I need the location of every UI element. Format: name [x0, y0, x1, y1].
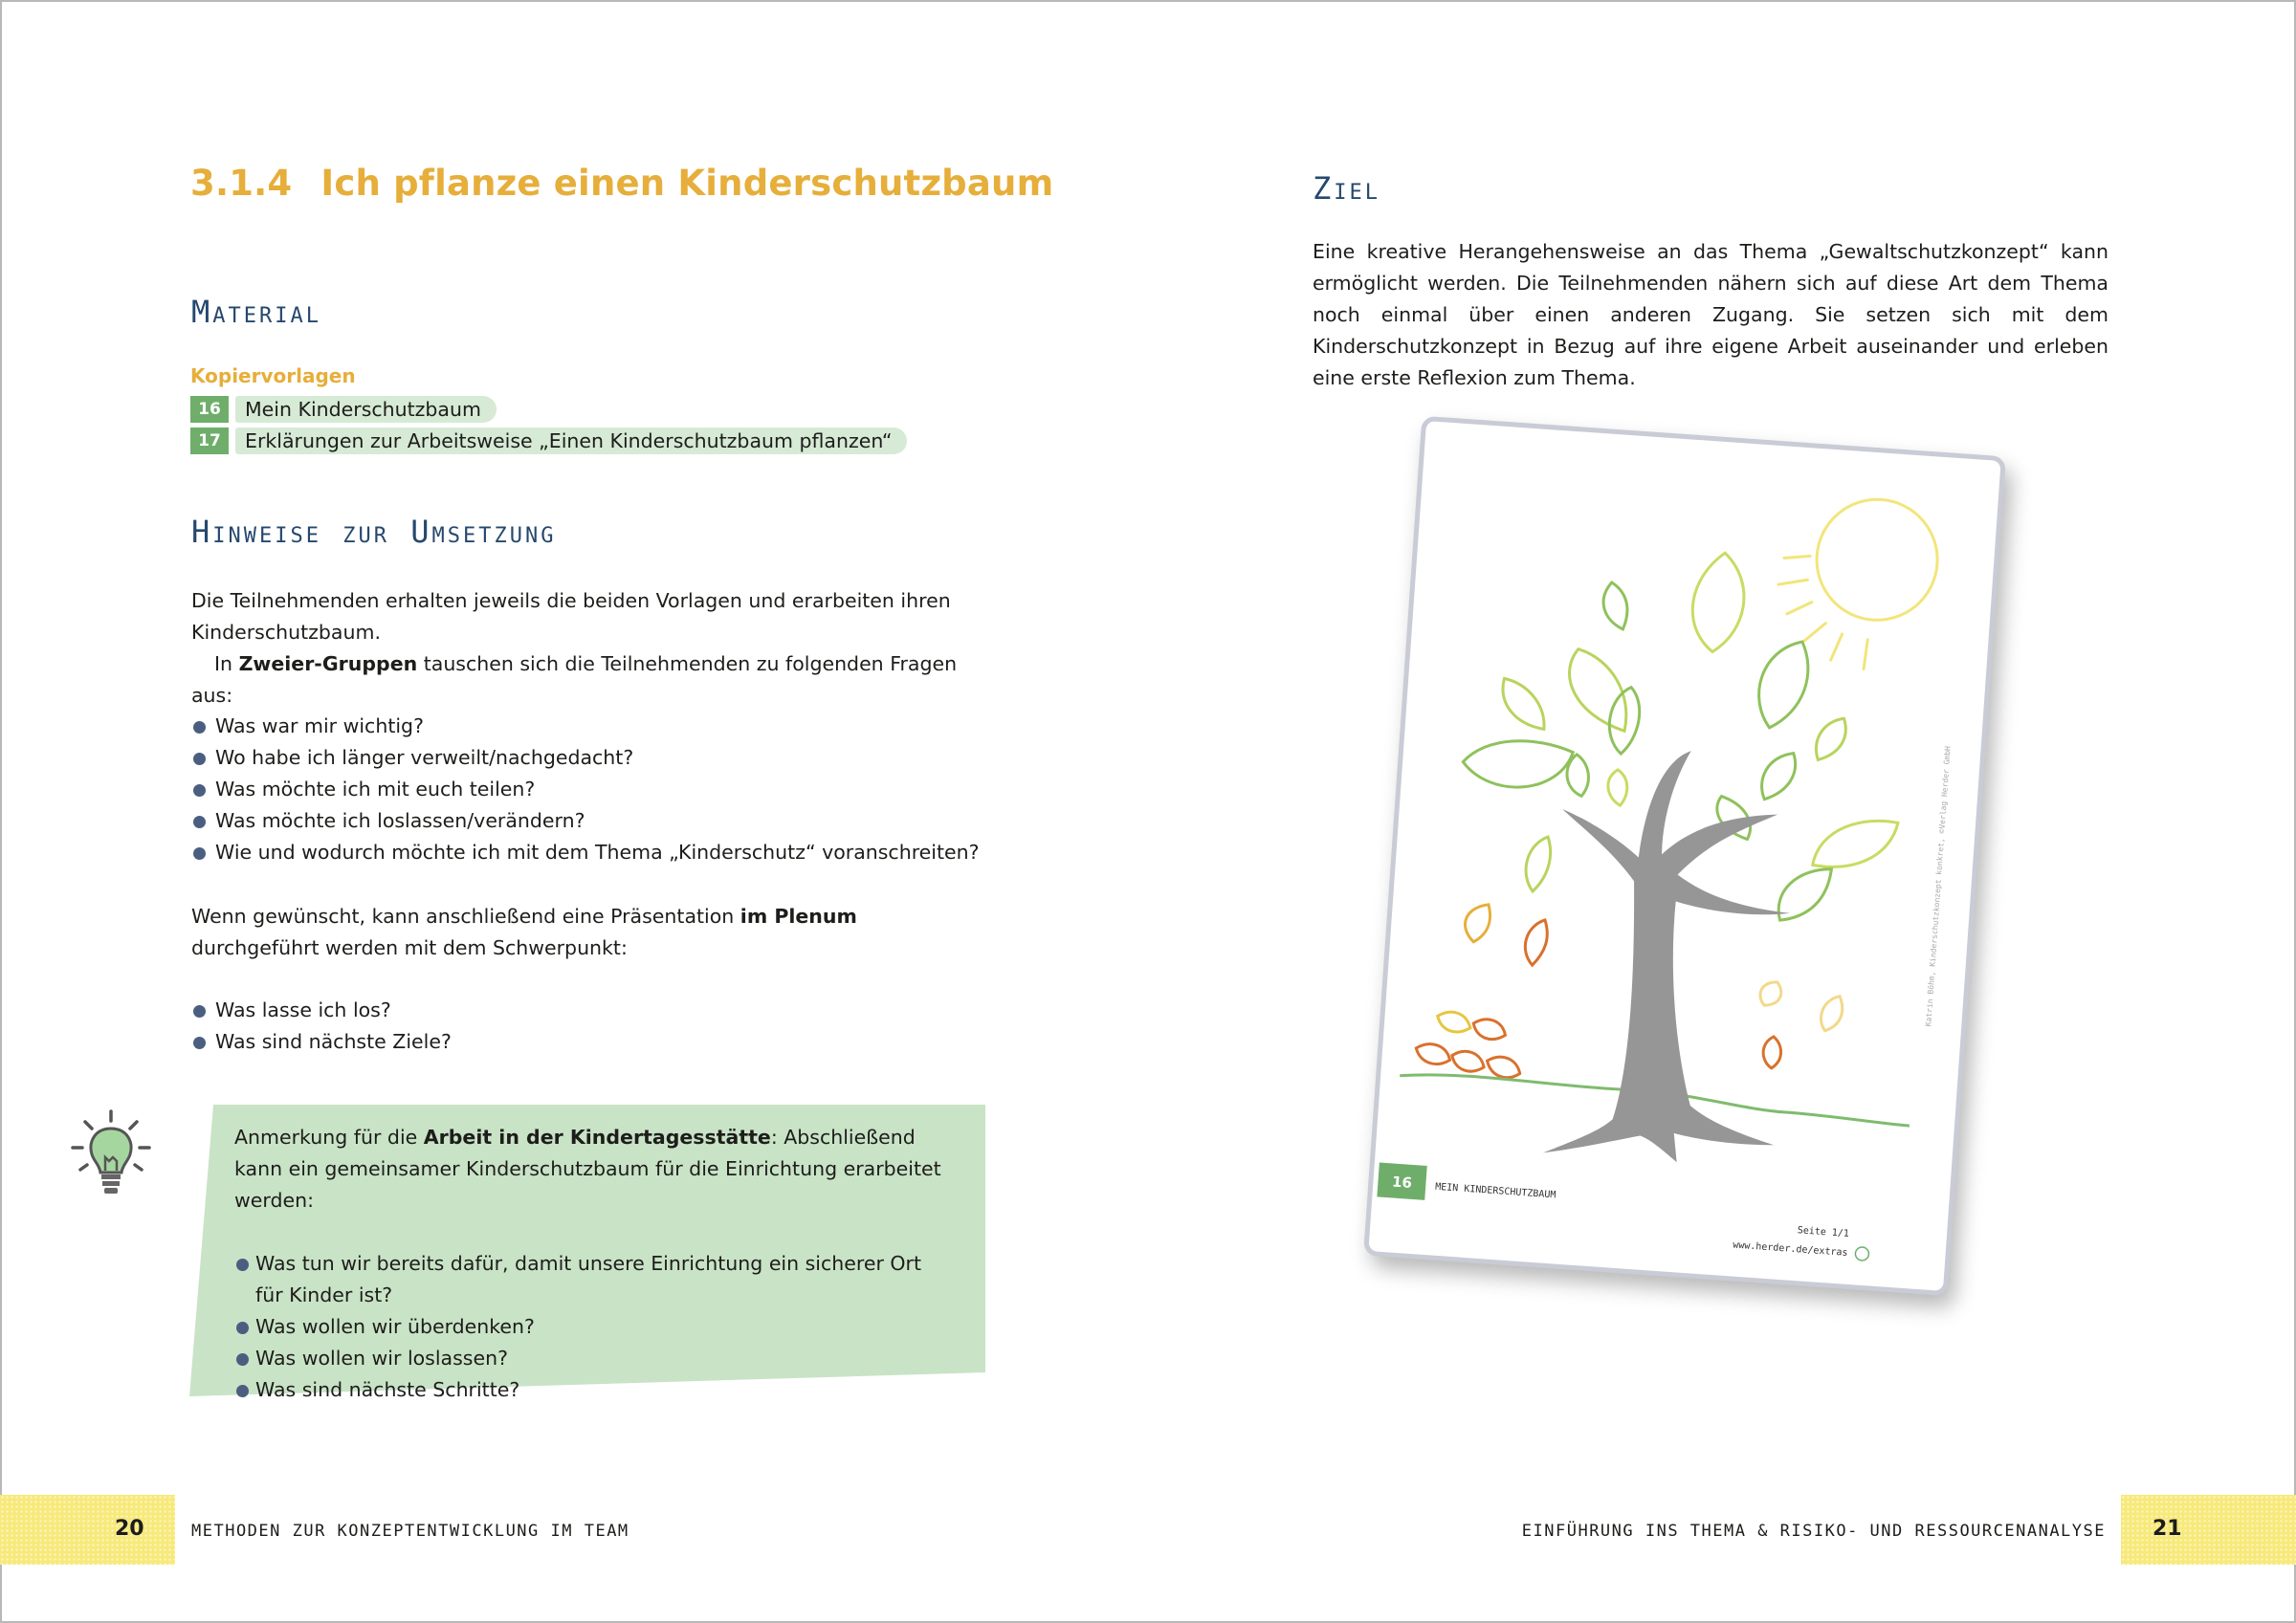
- footer-page-box-left: [0, 1495, 175, 1565]
- list-item: Was möchte ich mit euch teilen?: [191, 774, 987, 805]
- worksheet-number: 16: [1391, 1173, 1413, 1192]
- section-title-text: Ich pflanze einen Kinderschutzbaum: [320, 163, 1054, 204]
- list-item: Was sind nächste Schritte?: [234, 1374, 942, 1406]
- focus-list: [191, 995, 987, 1058]
- material-item: [190, 395, 497, 424]
- worksheet-title: MEIN KINDERSCHUTZBAUM: [1434, 1181, 1556, 1201]
- kopiervorlagen-label: Kopiervorlagen: [190, 364, 356, 387]
- footer-chapter-left: METHODEN ZUR KONZEPTENTWICKLUNG IM TEAM: [191, 1522, 629, 1541]
- material-heading: Material: [191, 294, 321, 330]
- ziel-text: Eine kreative Herangehensweise an das Thema „Gewaltschutzkonzept“ kann ermöglicht werden. Die Teilnehmenden nähern sich auf diese Art dem Thema noch einmal über einen anderen Zugang. Sie setzen sich mit dem Kinderschutzkonzept in Bezug auf ihre eigene Arbeit auseinander und erleben eine erste Reflexion zum Thema.: [1313, 240, 2108, 389]
- lightbulb-icon: [67, 1109, 158, 1205]
- worksheet-page-label: Seite 1/1: [1797, 1225, 1850, 1239]
- worksheet-url: www.herder.de/extras: [1732, 1239, 1848, 1259]
- list-item: Was tun wir bereits dafür, damit unsere Einrichtung ein sicherer Ort für Kinder ist?: [234, 1248, 942, 1311]
- list-item: Was lasse ich los?: [191, 995, 987, 1026]
- page-number-left: 20: [115, 1517, 144, 1541]
- list-item: Was wollen wir loslassen?: [234, 1343, 942, 1374]
- tree-trunk: [1538, 742, 1800, 1169]
- note-intro: Anmerkung für die Arbeit in der Kindertagesstätte: Abschließend kann ein gemeinsamer Kinderschutzbaum für die Einrichtung erarbeitet werden:: [234, 1126, 941, 1212]
- worksheet-thumbnail: [1363, 416, 2006, 1297]
- hinweise-body: [191, 585, 987, 712]
- material-item-label: Mein Kinderschutzbaum: [235, 396, 497, 423]
- material-item-number: 16: [190, 396, 229, 423]
- hinweise-heading: Hinweise zur Umsetzung: [191, 514, 557, 550]
- list-item: Was möchte ich loslassen/verändern?: [191, 805, 987, 837]
- note-list: [234, 1248, 942, 1406]
- kinderschutzbaum-illustration: [1363, 416, 2006, 1297]
- sun-drawing: [1773, 493, 1941, 673]
- hinweise-paragraph-2: In Zweier-Gruppen tauschen sich die Teilnehmenden zu folgenden Fragen aus:: [191, 652, 958, 707]
- herder-logo-icon: [1855, 1246, 1869, 1261]
- plenum-paragraph: Wenn gewünscht, kann anschließend eine Präsentation im Plenum durchgeführt werden mit dem Schwerpunkt:: [191, 905, 857, 959]
- question-list: [191, 711, 987, 868]
- list-item: Wo habe ich länger verweilt/nachgedacht?: [191, 742, 987, 774]
- list-item: Was wollen wir überdenken?: [234, 1311, 942, 1343]
- material-item-label: Erklärungen zur Arbeitsweise „Einen Kinderschutzbaum pflanzen“: [235, 428, 907, 454]
- worksheet-side-text: Katrin Böhm, Kinderschutzkonzept konkret, ©Verlag Herder GmbH: [1924, 745, 1953, 1027]
- note-text: [234, 1122, 942, 1406]
- footer-chapter-right: EINFÜHRUNG INS THEMA & RISIKO- UND RESSOURCENANALYSE: [1521, 1522, 2106, 1541]
- section-title: [190, 163, 1053, 204]
- hinweise-paragraph-1: Die Teilnehmenden erhalten jeweils die beiden Vorlagen und erarbeiten ihren Kinderschutzbaum.: [191, 589, 951, 644]
- material-item: [190, 427, 907, 455]
- list-item: Wie und wodurch möchte ich mit dem Thema „Kinderschutz“ voranschreiten?: [191, 837, 987, 868]
- footer-page-box-right: [2121, 1495, 2296, 1565]
- page-number-right: 21: [2152, 1517, 2182, 1541]
- ziel-heading: Ziel: [1313, 170, 1381, 207]
- material-item-number: 17: [190, 428, 229, 454]
- list-item: Was sind nächste Ziele?: [191, 1026, 987, 1058]
- list-item: Was war mir wichtig?: [191, 711, 987, 742]
- section-number: 3.1.4: [190, 163, 293, 204]
